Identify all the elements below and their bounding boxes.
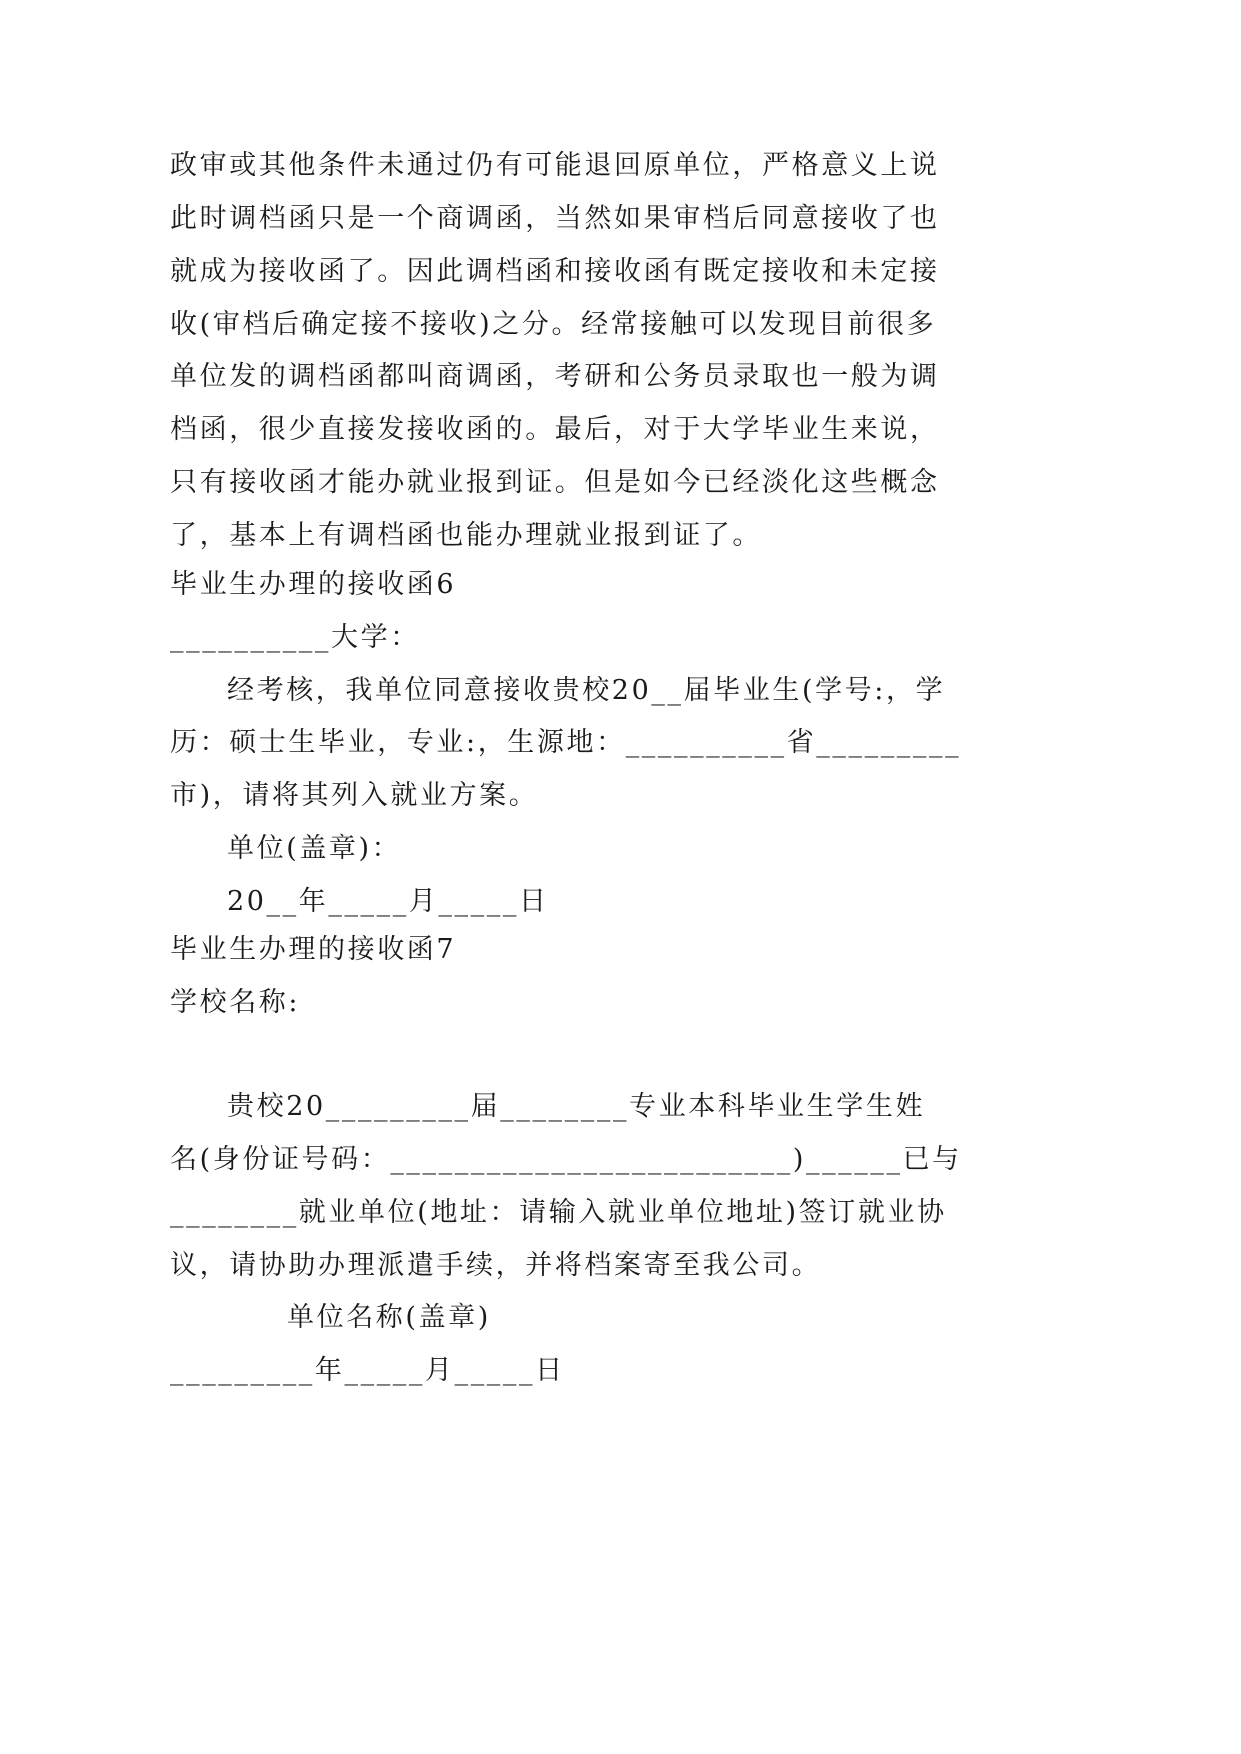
section6-body-line-1: 经考核，我单位同意接收贵校20__届毕业生(学号:，学 [227, 675, 946, 706]
section7-body-line-3: ________就业单位(地址：请输入就业单位地址)签订就业协 [170, 1197, 947, 1228]
section6-date: 20__年_____月_____日 [227, 886, 549, 917]
intro-line-5: 单位发的调档函都叫商调函，考研和公务员录取也一般为调 [170, 361, 940, 392]
section7-school-label: 学校名称: [170, 987, 301, 1018]
section6-signature: 单位(盖章)： [227, 833, 402, 864]
section7-signature: 单位名称(盖章) [287, 1302, 491, 1333]
intro-line-7: 只有接收函才能办就业报到证。但是如今已经淡化这些概念 [170, 467, 940, 498]
section6-heading: 毕业生办理的接收函6 [170, 569, 457, 600]
section6-salutation: __________大学： [170, 622, 420, 653]
intro-line-6: 档函，很少直接发接收函的。最后，对于大学毕业生来说， [170, 414, 940, 445]
intro-line-8: 了，基本上有调档函也能办理就业报到证了。 [170, 520, 762, 551]
section7-body-line-4: 议，请协助办理派遣手续，并将档案寄至我公司。 [170, 1250, 822, 1281]
intro-line-2: 此时调档函只是一个商调函，当然如果审档后同意接收了也 [170, 203, 940, 234]
section6-body-line-3: 市)，请将其列入就业方案。 [170, 780, 539, 811]
section7-heading: 毕业生办理的接收函7 [170, 934, 457, 965]
intro-line-3: 就成为接收函了。因此调档函和接收函有既定接收和未定接 [170, 256, 940, 287]
intro-line-1: 政审或其他条件未通过仍有可能退回原单位，严格意义上说 [170, 150, 940, 181]
section7-date: _________年_____月_____日 [170, 1355, 565, 1386]
section7-body-line-1: 贵校20_________届________专业本科毕业生学生姓 [227, 1091, 926, 1122]
section6-body-line-2: 历：硕士生毕业，专业:，生源地：__________省_________ [170, 727, 962, 758]
intro-line-4: 收(审档后确定接不接收)之分。经常接触可以发现目前很多 [170, 309, 937, 340]
section7-body-line-2: 名(身份证号码：_________________________)______已与 [170, 1144, 962, 1175]
